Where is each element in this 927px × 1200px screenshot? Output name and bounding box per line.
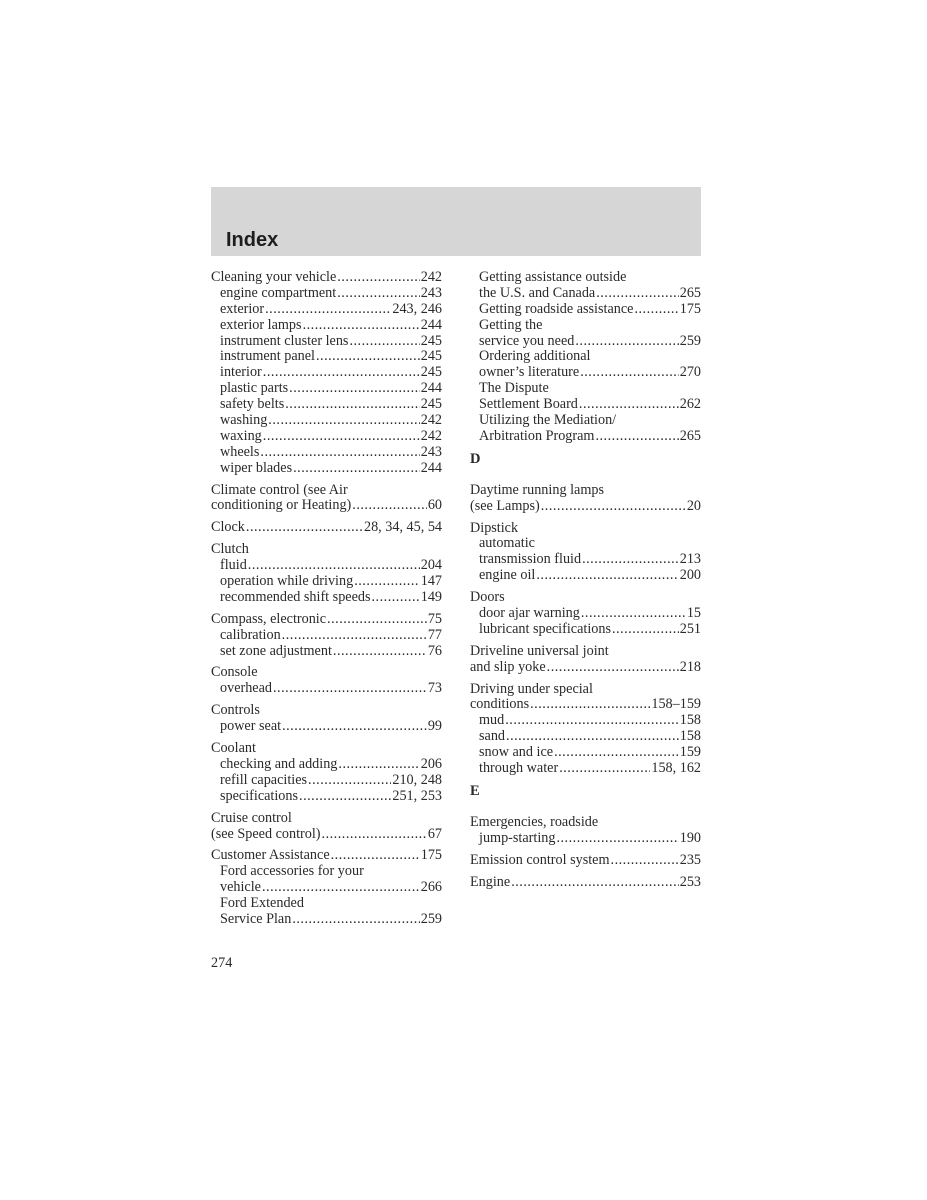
index-subentry-line (470, 729, 701, 745)
page-reference: 20 (686, 497, 701, 514)
index-entry (470, 682, 701, 777)
page-reference: 204 (420, 557, 442, 574)
dot-leader (303, 318, 420, 334)
index-subentry-line (470, 761, 701, 777)
index-subentry-line (470, 536, 701, 552)
index-subentry-line (211, 896, 442, 912)
index-subentry-line (470, 286, 701, 302)
index-subentry-line (211, 628, 442, 644)
entry-text: engine compartment (220, 284, 337, 301)
index-subentry-line (211, 349, 442, 365)
dot-leader (338, 757, 419, 773)
index-entry-line (211, 741, 442, 757)
page-reference: 242 (420, 427, 442, 444)
index-subentry-line (211, 757, 442, 773)
index-subentry-line (211, 445, 442, 461)
page-reference: 244 (420, 380, 442, 397)
page-reference: 210, 248 (392, 771, 442, 788)
entry-text: exterior lamps (220, 316, 302, 333)
entry-text: Emission control system (470, 851, 610, 868)
page-title: Index (226, 229, 279, 251)
dot-leader (260, 445, 419, 461)
entry-text: Daytime running lamps (470, 481, 604, 498)
index-entry-line (470, 660, 701, 676)
dot-leader (282, 628, 427, 644)
dot-leader (282, 719, 427, 735)
entry-text: wheels (220, 443, 260, 460)
page-reference: 147 (420, 573, 442, 590)
entry-text: service you need (479, 332, 575, 349)
page-reference: 262 (679, 396, 701, 413)
index-subentry-line (470, 413, 701, 429)
index-entry-line (211, 498, 442, 514)
dot-leader (263, 365, 420, 381)
index-entry-line (211, 703, 442, 719)
index-subentry-line (470, 552, 701, 568)
index-entry (470, 521, 701, 585)
page-reference: 242 (420, 412, 442, 429)
dot-leader (263, 429, 420, 445)
entry-text: Clock (211, 519, 245, 536)
index-subentry-line (470, 713, 701, 729)
dot-leader (511, 875, 679, 891)
index-entry-line (211, 520, 442, 536)
index-subentry-line (470, 745, 701, 761)
index-entry-line (470, 682, 701, 698)
page-reference: 243 (420, 443, 442, 460)
page-reference: 158–159 (651, 696, 701, 713)
entry-text: exterior (220, 300, 265, 317)
page-reference: 206 (420, 755, 442, 772)
index-entry-line (211, 542, 442, 558)
index-subentry-line (470, 302, 701, 318)
page-reference: 270 (679, 364, 701, 381)
index-header-band (211, 187, 701, 256)
dot-leader (559, 761, 650, 777)
entry-text: interior (220, 364, 262, 381)
page-reference: 251 (679, 620, 701, 637)
index-subentry-line (211, 719, 442, 735)
dot-leader (299, 789, 391, 805)
index-entry-line (470, 644, 701, 660)
dot-leader (582, 552, 679, 568)
dot-leader (265, 302, 391, 318)
index-entry (211, 520, 442, 536)
entry-text: vehicle (220, 879, 261, 896)
index-subentry-line (211, 381, 442, 397)
entry-text: door ajar warning (479, 605, 580, 622)
index-subentry-line (211, 912, 442, 928)
index-subentry-line (211, 302, 442, 318)
entry-text: lubricant specifications (479, 620, 611, 637)
dot-leader (327, 612, 427, 628)
index-subentry-line (211, 461, 442, 477)
index-entry (211, 270, 442, 477)
index-entry-line (470, 853, 701, 869)
dot-leader (308, 773, 391, 789)
entry-text: The Dispute (479, 380, 549, 397)
entry-text: (see Speed control) (211, 825, 321, 842)
page-reference: 60 (427, 497, 442, 514)
page-reference: 158 (679, 728, 701, 745)
entry-text: the U.S. and Canada (479, 284, 596, 301)
dot-leader (316, 349, 420, 365)
index-entry-line (211, 848, 442, 864)
page-reference: 218 (679, 658, 701, 675)
entry-text: Emergencies, roadside (470, 813, 599, 830)
index-subentry-line (211, 644, 442, 660)
dot-leader (541, 499, 686, 515)
page-reference: 244 (420, 316, 442, 333)
entry-text: instrument panel (220, 348, 315, 365)
index-entry (211, 483, 442, 515)
dot-leader (289, 381, 420, 397)
page-reference: 73 (427, 680, 442, 697)
index-entry-line (470, 483, 701, 499)
index-entry (470, 270, 701, 445)
page-reference: 158 (679, 712, 701, 729)
entry-text: through water (479, 760, 559, 777)
index-subentry-line (211, 365, 442, 381)
page-reference: 265 (679, 427, 701, 444)
entry-text: Ford accessories for your (220, 863, 364, 880)
page-reference: 244 (420, 459, 442, 476)
entry-text: Controls (211, 702, 260, 719)
dot-leader (547, 660, 679, 676)
section-letter: D (470, 450, 481, 467)
page-reference: 243, 246 (392, 300, 442, 317)
dot-leader (354, 574, 420, 590)
entry-text: automatic (479, 535, 535, 552)
dot-leader (349, 334, 419, 350)
index-subentry-line (470, 622, 701, 638)
page-number: 274 (211, 955, 233, 971)
entry-text: Console (211, 664, 258, 681)
entry-text: Clutch (211, 541, 249, 558)
page-reference: 243 (420, 284, 442, 301)
entry-text: and slip yoke (470, 658, 546, 675)
entry-text: Engine (470, 873, 511, 890)
entry-text: checking and adding (220, 755, 338, 772)
index-subentry-line (211, 286, 442, 302)
dot-leader (333, 644, 427, 660)
index-entry-line (470, 875, 701, 891)
entry-text: (see Lamps) (470, 497, 540, 514)
index-entry (211, 703, 442, 735)
dot-leader (536, 568, 678, 584)
index-subentry-line (470, 606, 701, 622)
entry-text: conditioning or Heating) (211, 497, 352, 514)
index-subentry-line (211, 880, 442, 896)
dot-leader (505, 713, 678, 729)
index-entry (211, 811, 442, 843)
dot-leader (530, 697, 650, 713)
page-reference: 67 (427, 825, 442, 842)
index-subentry-line (470, 381, 701, 397)
entry-text: safety belts (220, 396, 285, 413)
dot-leader (556, 831, 678, 847)
entry-text: Ford Extended (220, 895, 304, 912)
dot-leader (612, 622, 679, 638)
entry-text: Dipstick (470, 519, 519, 536)
index-entry (470, 853, 701, 869)
entry-text: Service Plan (220, 910, 292, 927)
index-subentry-line (470, 429, 701, 445)
entry-text: operation while driving (220, 573, 354, 590)
dot-leader (581, 606, 686, 622)
index-entry-line (470, 697, 701, 713)
index-subentry-line (211, 318, 442, 334)
index-entry (211, 848, 442, 927)
entry-text: Driveline universal joint (470, 642, 609, 659)
index-subentry-line (211, 864, 442, 880)
index-entry-line (211, 612, 442, 628)
dot-leader (331, 848, 420, 864)
dot-leader (352, 498, 427, 514)
page-reference: 251, 253 (392, 787, 442, 804)
index-entry (470, 815, 701, 847)
page-reference: 259 (679, 332, 701, 349)
entry-text: waxing (220, 427, 262, 444)
page-reference: 175 (679, 300, 701, 317)
entry-text: Cruise control (211, 809, 292, 826)
dot-leader (248, 558, 420, 574)
entry-text: Settlement Board (479, 396, 578, 413)
index-subentry-line (470, 397, 701, 413)
dot-leader (273, 681, 427, 697)
entry-text: washing (220, 412, 268, 429)
index-subentry-line (470, 270, 701, 286)
dot-leader (285, 397, 420, 413)
index-subentry-line (211, 413, 442, 429)
dot-leader (337, 286, 420, 302)
page-reference: 175 (420, 847, 442, 864)
entry-text: Getting assistance outside (479, 269, 627, 285)
dot-leader (268, 413, 419, 429)
dot-leader (246, 520, 363, 536)
entry-text: Utilizing the Mediation/ (479, 412, 617, 429)
page-reference: 28, 34, 45, 54 (363, 519, 442, 536)
entry-text: power seat (220, 718, 282, 735)
page-reference: 99 (427, 718, 442, 735)
index-subentry-line (470, 334, 701, 350)
index-subentry-line (470, 568, 701, 584)
page-reference: 75 (427, 610, 442, 627)
page-reference: 190 (679, 829, 701, 846)
index-entry-line (470, 521, 701, 537)
page-reference: 266 (420, 879, 442, 896)
entry-text: refill capacities (220, 771, 308, 788)
entry-text: sand (479, 728, 506, 745)
index-subentry-line (211, 789, 442, 805)
entry-text: snow and ice (479, 744, 554, 761)
index-subentry-line (211, 397, 442, 413)
entry-text: Driving under special (470, 680, 593, 697)
page-reference: 245 (420, 348, 442, 365)
page-reference: 245 (420, 364, 442, 381)
index-entry (211, 542, 442, 606)
page-reference: 245 (420, 396, 442, 413)
dot-leader (372, 590, 420, 606)
entry-text: Compass, electronic (211, 610, 327, 627)
entry-text: Coolant (211, 740, 256, 757)
entry-text: Doors (470, 589, 505, 606)
entry-text: Cleaning your vehicle (211, 269, 337, 285)
entry-text: conditions (470, 696, 530, 713)
index-subentry-line (211, 773, 442, 789)
index-entry-line (211, 811, 442, 827)
dot-leader (580, 365, 679, 381)
index-subentry-line (470, 318, 701, 334)
index-subentry-line (211, 681, 442, 697)
entry-text: fluid (220, 557, 247, 574)
index-subentry-line (470, 349, 701, 365)
entry-text: Climate control (see Air (211, 481, 348, 498)
index-entry (470, 590, 701, 638)
index-subentry-line (211, 429, 442, 445)
dot-leader (596, 286, 678, 302)
page-reference: 235 (679, 851, 701, 868)
index-entry (211, 612, 442, 660)
index-entry-line (211, 827, 442, 843)
entry-text: plastic parts (220, 380, 289, 397)
entry-text: owner’s literature (479, 364, 580, 381)
dot-leader (575, 334, 678, 350)
index-entry-line (470, 815, 701, 831)
page-reference: 149 (420, 588, 442, 605)
dot-leader (579, 397, 679, 413)
page-reference: 77 (427, 626, 442, 643)
index-column-right (470, 270, 701, 897)
page-reference: 76 (427, 642, 442, 659)
index-entry-line (211, 270, 442, 286)
dot-leader (292, 912, 419, 928)
index-subentry-line (470, 365, 701, 381)
entry-text: transmission fluid (479, 551, 582, 568)
index-entry-line (470, 590, 701, 606)
index-subentry-line (211, 558, 442, 574)
page-reference: 15 (686, 605, 701, 622)
page-reference: 259 (420, 910, 442, 927)
page-reference: 200 (679, 567, 701, 584)
index-entry-line (470, 499, 701, 515)
entry-text: Getting roadside assistance (479, 300, 634, 317)
index-entry-line (211, 665, 442, 681)
entry-text: recommended shift speeds (220, 588, 371, 605)
page-reference: 253 (679, 873, 701, 890)
entry-text: Getting the (479, 316, 543, 333)
dot-leader (506, 729, 679, 745)
entry-text: wiper blades (220, 459, 293, 476)
entry-text: Customer Assistance (211, 847, 330, 864)
dot-leader (554, 745, 679, 761)
entry-text: mud (479, 712, 505, 729)
entry-text: set zone adjustment (220, 642, 332, 659)
dot-leader (322, 827, 427, 843)
page-reference: 213 (679, 551, 701, 568)
index-subentry-line (211, 590, 442, 606)
index-column-left (211, 270, 442, 934)
index-subentry-line (211, 574, 442, 590)
page-reference: 245 (420, 332, 442, 349)
section-letter: E (470, 782, 480, 799)
index-entry (470, 644, 701, 676)
index-entry (211, 665, 442, 697)
index-subentry-line (470, 831, 701, 847)
entry-text: instrument cluster lens (220, 332, 349, 349)
entry-text: jump-starting (479, 829, 556, 846)
index-entry-line (211, 483, 442, 499)
entry-text: overhead (220, 680, 272, 697)
dot-leader (634, 302, 678, 318)
index-entry (470, 483, 701, 515)
index-subentry-line (211, 334, 442, 350)
entry-text: specifications (220, 787, 299, 804)
page-reference: 242 (420, 269, 442, 285)
entry-text: Arbitration Program (479, 427, 595, 444)
page-reference: 265 (679, 284, 701, 301)
page-reference: 159 (679, 744, 701, 761)
entry-text: engine oil (479, 567, 536, 584)
dot-leader (611, 853, 679, 869)
entry-text: Ordering additional (479, 348, 591, 365)
dot-leader (595, 429, 678, 445)
index-entry (470, 875, 701, 891)
index-entry (211, 741, 442, 805)
dot-leader (337, 270, 419, 286)
dot-leader (293, 461, 420, 477)
page-reference: 158, 162 (651, 760, 701, 777)
dot-leader (262, 880, 420, 896)
entry-text: calibration (220, 626, 281, 643)
